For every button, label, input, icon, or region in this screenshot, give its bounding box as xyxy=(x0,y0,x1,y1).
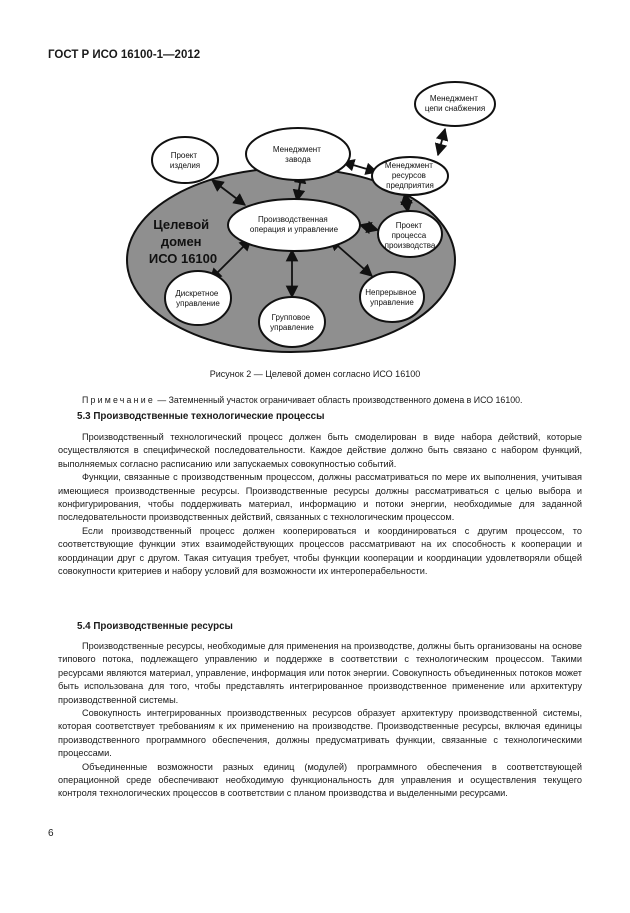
label-process-project: Проект процесса производства xyxy=(384,221,436,250)
paragraph: Производственный технологический процесс должен быть смоделирован в виде набора действий, которые осуществляются в специфической последовательности. Каждое действие должно быть связано с набором функций, выполняемых согласно расписанию или запускаемых совокупностью событий. xyxy=(58,432,582,469)
arrow-resource-supply xyxy=(438,129,445,155)
node-plant-mgmt xyxy=(246,128,350,180)
paragraph: Объединенные возможности разных единиц (модулей) программного обеспечения в соответствующей операционной среде обеспечивают необходимую функциональность для управления и осуществления текущего контроля технологических процессов в соответствии с планом производства и выделенными ресурсами. xyxy=(58,761,582,799)
label-continuous: Непрерывное управление xyxy=(365,288,417,307)
section-5-4-heading: 5.4 Производственные ресурсы xyxy=(77,621,233,632)
arrow-plant-resource xyxy=(343,162,377,172)
target-domain-figure xyxy=(0,80,630,365)
node-product-project xyxy=(152,137,218,183)
section-5-4-body xyxy=(58,640,582,801)
page-number: 6 xyxy=(48,828,54,839)
label-central: Производственная операция и управление xyxy=(249,215,339,234)
node-batch xyxy=(259,297,325,347)
node-continuous xyxy=(360,272,424,322)
paragraph: Если производственный процесс должен кооперироваться и координироваться с другим процессом, то соответствующие функции этих взаимодействующих процессов рассматривают на их способность к кооперации и координации друг с другом. Такая ситуация требует, чтобы функции кооперации и координации удовлетворяли общей совокупности критериев и набору условий для возможности их интероперабельности. xyxy=(58,525,582,577)
figure-caption: Рисунок 2 — Целевой домен согласно ИСО 16100 xyxy=(209,369,421,379)
node-discrete xyxy=(165,271,231,325)
note xyxy=(82,394,582,407)
section-5-3-body xyxy=(58,431,582,578)
label-resource-mgmt: Менеджмент ресурсов предприятия xyxy=(384,161,434,190)
label-batch: Групповое управление xyxy=(270,313,314,332)
paragraph: Функции, связанные с производственным процессом, должны рассматриваться по мере их выполнения, учитывая имеющиеся производственные ресурсы. Производственные ресурсы должны рассматриваться с целью выбора и конфигурирования, чтобы поддерживать материал, информацию и потоки энергии, необходимые для заданной последовательности производственных действий, связанных с технологическим процессом. xyxy=(58,472,582,523)
label-plant-mgmt: Менеджмент завода xyxy=(272,145,321,164)
paragraph: Производственные ресурсы, необходимые для применения на производстве, должны быть организованы на основе типового потока, подлежащего управлению и поддержке в соответствии с технологическим процессом. Такими ресурсами являются материал, управление, информация или поток энергии. Совокупность объединенных потоков может быть использована для того, чтобы представлять интегрированное производственное применение или архитектуру производственной системы. xyxy=(58,641,582,705)
domain-title: Целевой домен ИСО 16100 xyxy=(148,217,218,266)
note-label: Примечание xyxy=(82,395,155,405)
label-discrete: Дискретное управление xyxy=(175,289,220,308)
label-supply-chain: Менеджмент цепи снабжения xyxy=(424,94,486,113)
label-product-project: Проект изделия xyxy=(169,151,201,170)
document-header: ГОСТ Р ИСО 16100-1—2012 xyxy=(48,49,201,61)
section-5-3-heading: 5.3 Производственные технологические процессы xyxy=(77,411,325,422)
note-text: — Затемненный участок ограничивает область производственного домена в ИСО 16100. xyxy=(154,395,523,405)
paragraph: Совокупность интегрированных производственных ресурсов образует архитектуру производственной системы, которая соответствует требованиям к их применению на производстве. Производственные ресурсы, включая единицы производственного программного обеспечения, должны предусматривать функции, связанные с технологическими процессами. xyxy=(58,708,582,759)
